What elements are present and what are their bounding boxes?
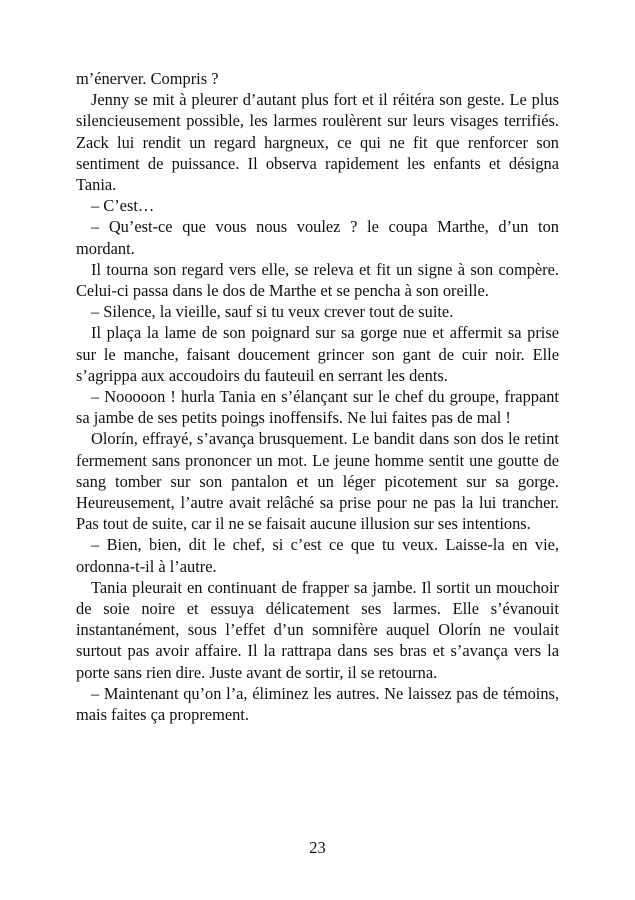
paragraph-3: – C’est…: [91, 196, 155, 216]
paragraph-2: Jenny se mit à pleurer d’autant plus fort et il réitéra son geste. Le plus silencieusement possible, les larmes roulèrent sur leurs visages terrifiés. Zack lui rendit un regard hargneux, ce qui ne fit que renforcer son sentiment de puissance. Il observa rapidement les enfants et désigna Tania.: [76, 90, 559, 195]
paragraph-9: Olorín, effrayé, s’avança brusquement. Le bandit dans son dos le retint fermement sans prononcer un mot. Le jeune homme sentit une goutte de sang tomber sur son pantalon et un léger picotement sur sa gorge. Heureusement, l’autre avait relâché sa prise pour ne pas la lui trancher. Pas tout de suite, car il ne se faisait aucune illusion sur ses intentions.: [76, 429, 559, 534]
paragraph-1: m’énerver. Compris ?: [76, 69, 219, 88]
page-number: 23: [309, 838, 326, 857]
paragraph-5: Il tourna son regard vers elle, se releva et fit un signe à son compère. Celui-ci passa dans le dos de Marthe et se pencha à son oreille.: [76, 259, 559, 301]
paragraph-11: Tania pleurait en continuant de frapper sa jambe. Il sortit un mouchoir de soie noire et essuya délicatement ses larmes. Elle s’évanouit instantanément, sous l’effet d’un somnifère auquel Olorín ne voulait surtout pas avoir affaire. Il la rattrapa dans ses bras et s’avança vers la porte sans rien dire. Juste avant de sortir, il se retourna.: [76, 577, 559, 682]
paragraph-10: – Bien, bien, dit le chef, si c’est ce que tu veux. Laisse-la en vie, ordonna-t-il à l’autre.: [76, 535, 559, 576]
book-page-body: [76, 68, 559, 725]
paragraph-8: – Nooooon ! hurla Tania en s’élançant sur le chef du groupe, frappant sa jambe de ses petits poings inoffensifs. Ne lui faites pas de mal !: [76, 387, 559, 428]
paragraph-7: Il plaça la lame de son poignard sur sa gorge nue et affermit sa prise sur le manche, faisant doucement grincer son gant de cuir noir. Elle s’agrippa aux accoudoirs du fauteuil en serrant les dents.: [76, 323, 559, 385]
paragraph-12: – Maintenant qu’on l’a, éliminez les autres. Ne laissez pas de témoins, mais faites ça proprement.: [76, 683, 559, 725]
paragraph-6: – Silence, la vieille, sauf si tu veux crever tout de suite.: [91, 302, 454, 322]
paragraph-4: – Qu’est-ce que vous nous voulez ? le coupa Marthe, d’un ton mordant.: [76, 217, 559, 258]
